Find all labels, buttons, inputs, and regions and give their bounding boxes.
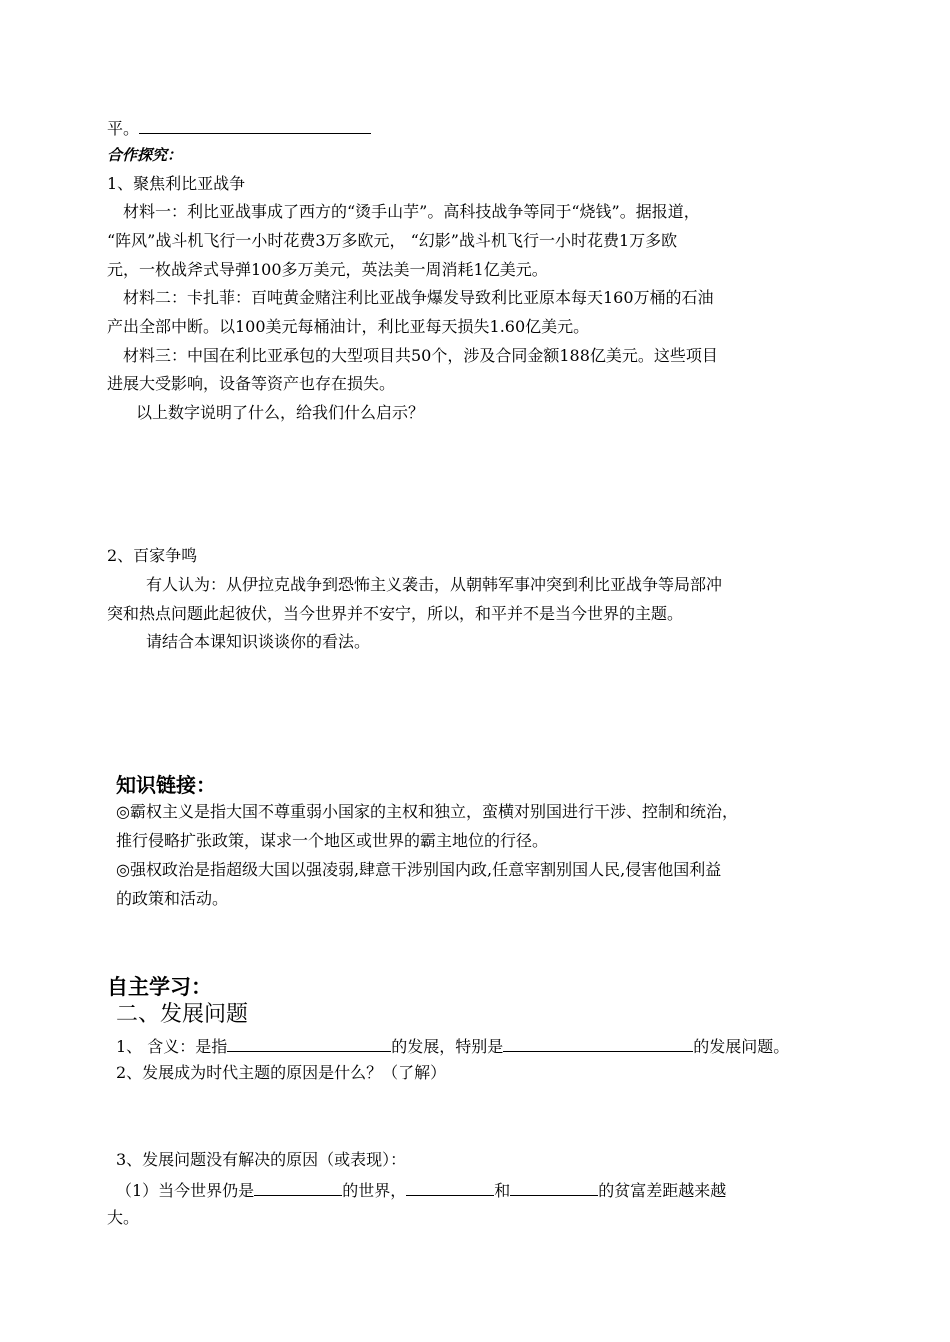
s1-material1-line1: 材料一：利比亚战事成了西方的“烫手山芋”。高科技战争等同于“烧钱”。据报道，	[123, 202, 700, 221]
s1-material3-line1: 材料三：中国在利比亚承包的大型项目共50个，涉及合同金额188亿美元。这些项目	[123, 346, 718, 365]
zizhu-q1	[116, 1035, 789, 1057]
s2-paragraph-line2: 突和热点问题此起彼伏，当今世界并不安宁，所以，和平并不是当今世界的主题。	[107, 604, 684, 623]
q3-1-text-d: 的贫富差距越来越	[598, 1181, 727, 1200]
zizhu-section-heading: 二、发展问题	[116, 1002, 249, 1027]
s1-material3-line2: 进展大受影响，设备等资产也存在损失。	[107, 374, 396, 393]
zhishi-item1-line1: ◎霸权主义是指大国不尊重弱小国家的主权和独立，蛮横对别国进行干涉、控制和统治，	[116, 802, 738, 821]
s1-question: 以上数字说明了什么，给我们什么启示？	[136, 403, 425, 422]
q1-prefix: 1、 含义：是指	[116, 1037, 228, 1056]
s2-paragraph-line1: 有人认为：从伊拉克战争到恐怖主义袭击，从朝韩军事冲突到利比亚战争等局部冲	[146, 575, 723, 594]
q3-1-continuation: 大。	[107, 1208, 140, 1227]
q1-middle: 的发展，特别是	[391, 1037, 504, 1056]
zhishi-item1-line2: 推行侵略扩张政策，谋求一个地区或世界的霸主地位的行径。	[116, 831, 549, 850]
zizhu-q3-1	[116, 1179, 726, 1201]
q1-blank-1[interactable]	[227, 1035, 391, 1052]
q3-1-prefix: （1）当今世界仍是	[116, 1181, 255, 1200]
intro-line	[107, 117, 371, 139]
q1-blank-2[interactable]	[503, 1035, 693, 1052]
q3-1-blank-2[interactable]	[406, 1179, 494, 1196]
section-title-zizhu: 自主学习：	[107, 975, 212, 999]
zhishi-item2-line1: ◎强权政治是指超级大国以强凌弱,肆意干涉别国内政,任意宰割别国人民,侵害他国利益	[116, 860, 722, 879]
s1-material2-line1: 材料二：卡扎菲：百吨黄金赌注利比亚战争爆发导致利比亚原本每天160万桶的石油	[123, 288, 714, 307]
s2-title: 2、百家争鸣	[107, 546, 198, 565]
q3-1-blank-3[interactable]	[510, 1179, 598, 1196]
intro-text: 平。	[107, 119, 140, 138]
zizhu-q2: 2、发展成为时代主题的原因是什么？（了解）	[116, 1063, 447, 1082]
zizhu-q3: 3、发展问题没有解决的原因（或表现）：	[116, 1150, 407, 1169]
s1-title: 1、聚焦利比亚战争	[107, 174, 246, 193]
answer-blank[interactable]	[139, 117, 371, 134]
s1-material2-line2: 产出全部中断。以100美元每桶油计，利比亚每天损失1.60亿美元。	[107, 317, 590, 336]
s2-question: 请结合本课知识谈谈你的看法。	[146, 632, 371, 651]
s1-material1-line3: 元，一枚战斧式导弹100多万美元，英法美一周消耗1亿美元。	[107, 260, 548, 279]
q1-suffix: 的发展问题。	[693, 1037, 790, 1056]
s1-material1-line2: “阵风”战斗机飞行一小时花费3万多欧元， “幻影”战斗机飞行一小时花费1万多欧	[107, 231, 678, 250]
q3-1-text-c: 和	[494, 1181, 511, 1200]
q3-1-blank-1[interactable]	[254, 1179, 342, 1196]
q3-1-text-b: 的世界，	[342, 1181, 407, 1200]
section-title-hezuo: 合作探究：	[107, 146, 183, 164]
section-title-zhishi: 知识链接：	[116, 773, 216, 797]
zhishi-item2-line2: 的政策和活动。	[116, 889, 229, 908]
